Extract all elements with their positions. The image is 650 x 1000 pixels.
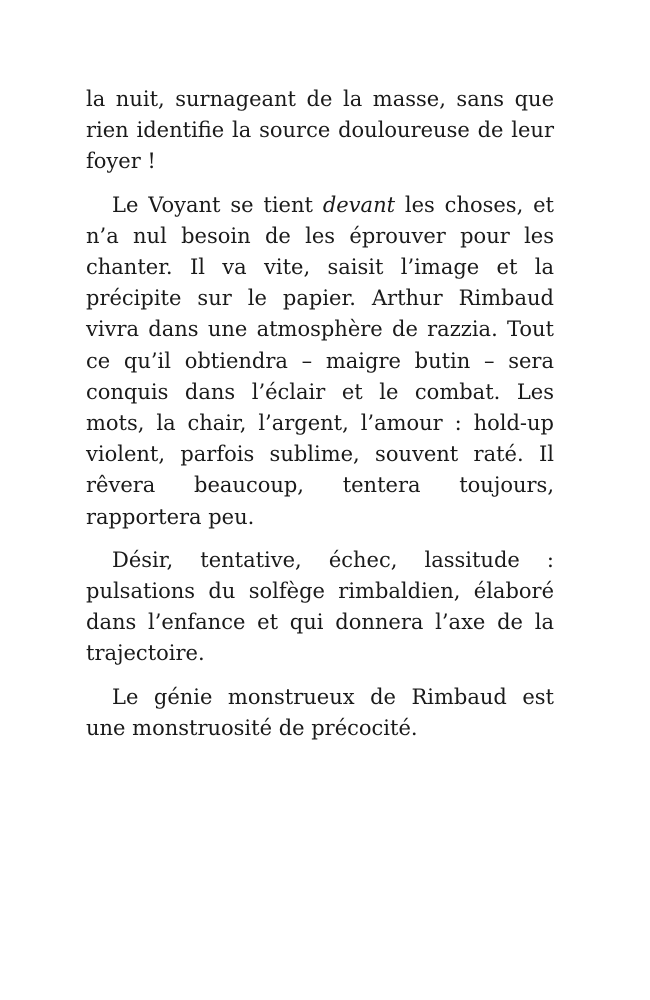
paragraph-continuation: la nuit, surnageant de la masse, sans que rien identifie la source douloureuse de leur foyer ! <box>86 87 554 174</box>
book-page <box>86 84 554 756</box>
paragraph-voyant <box>86 190 554 533</box>
paragraph-genie: Le génie monstrueux de Rimbaud est une monstruosité de précocité. <box>86 684 554 740</box>
paragraph-voyant-start: Le Voyant se tient <box>112 192 323 217</box>
paragraph-desir: Désir, tentative, échec, lassitude : pulsations du solfège rimbaldien, élaboré dans l’enfance et qui donnera l’axe de la trajectoire. <box>86 547 554 666</box>
emphasis-devant: devant <box>322 192 396 217</box>
paragraph-voyant-rest: les choses, et n’a nul besoin de les éprouver pour les chanter. Il va vite, saisit l’image et la précipite sur le papier. Arthur Rimbaud vivra dans une atmosphère de razzia. Tout ce qu’il obtiendra – maigre butin – sera conquis dans l’éclair et le combat. Les mots, la chair, l’argent, l’amour : hold-up violent, parfois sublime, souvent raté. Il rêvera beaucoup, tentera toujours, rapportera peu. <box>86 192 554 529</box>
